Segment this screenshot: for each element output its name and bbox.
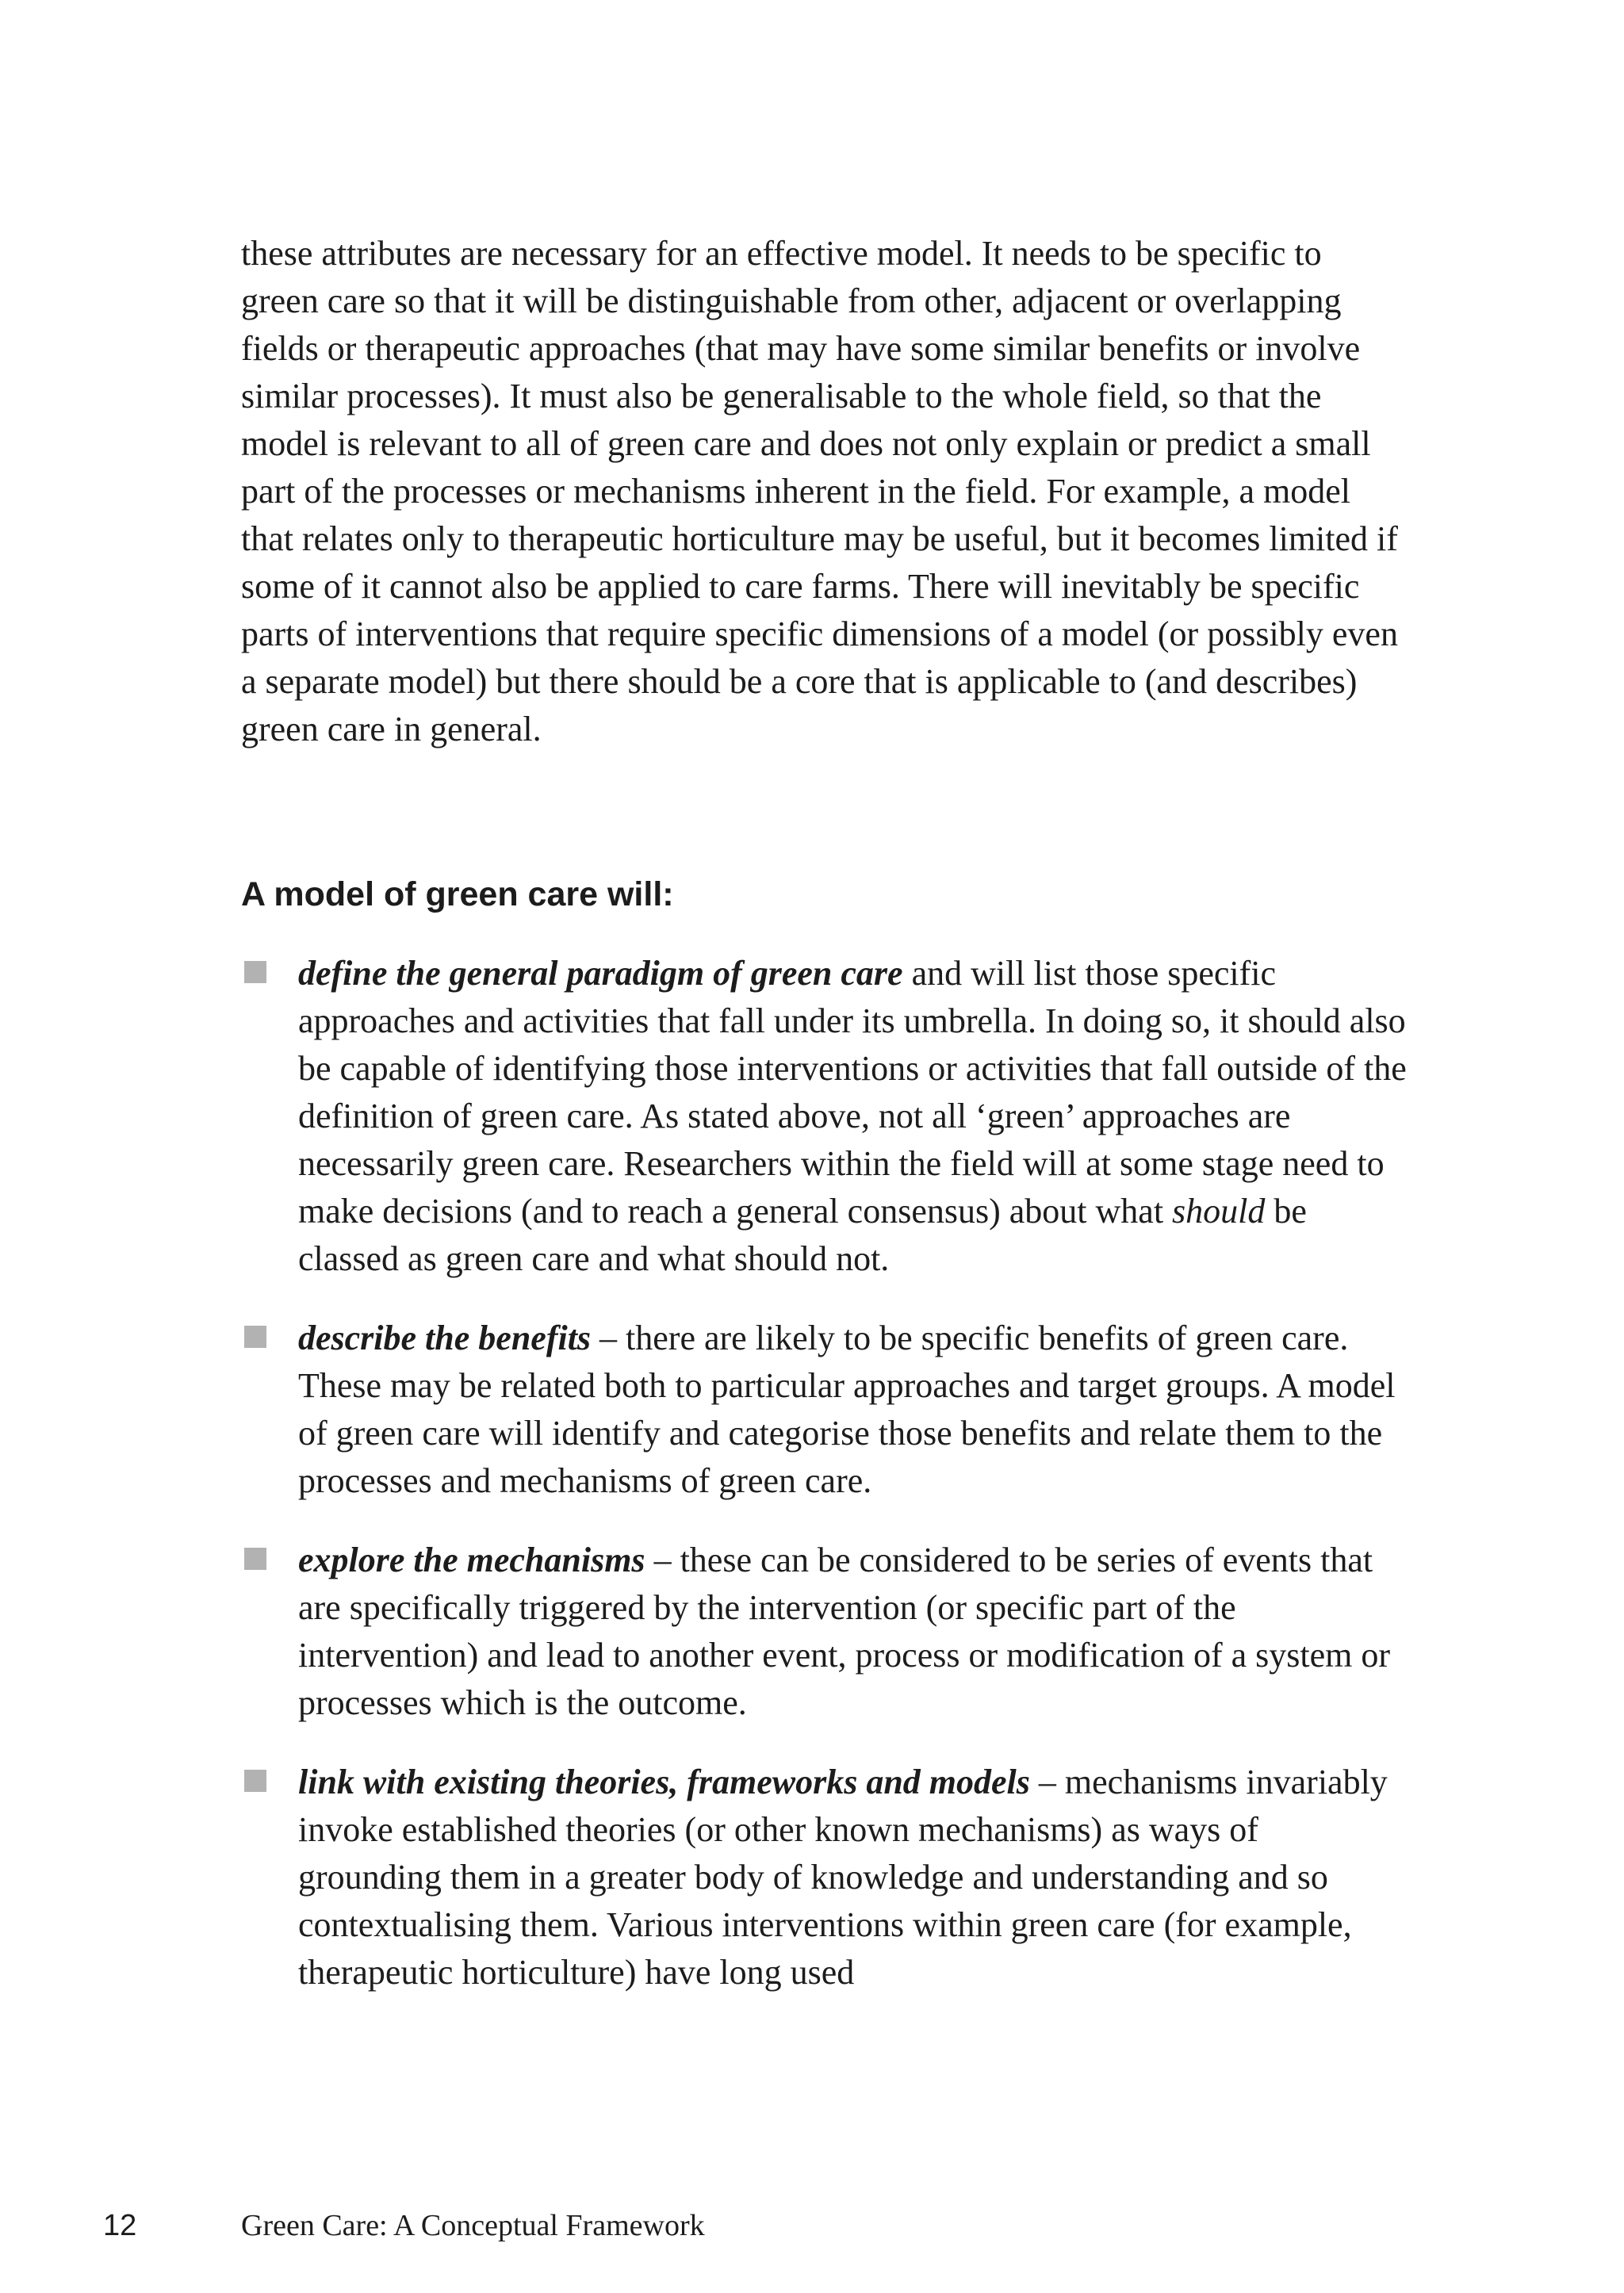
square-bullet-icon	[244, 1548, 266, 1570]
bullet-lead: link with existing theories, frameworks and models	[298, 1763, 1030, 1801]
square-bullet-icon	[244, 1770, 266, 1792]
bullet-emphasis: should	[1172, 1192, 1266, 1231]
intro-paragraph: these attributes are necessary for an effective model. It needs to be specific to green care so that it will be distinguishable from other, adjacent or overlapping fields or therapeutic approaches (that may have some similar benefits or involve similar processes). It must also be generalisable to the whole field, so that the model is relevant to all of green care and does not only explain or predict a small part of the processes or mechanisms inherent in the field. For example, a model that relates only to therapeutic horticulture may be useful, but it becomes limited if some of it cannot also be applied to care farms. There will inevitably be specific parts of interventions that require specific dimensions of a model (or possibly even a separate model) but there should be a core that is applicable to (and describes) green care in general.	[241, 234, 1398, 748]
bullet-list	[241, 950, 1407, 2028]
page-body	[241, 230, 1407, 753]
list-item-link-theories	[241, 1759, 1407, 1996]
bullet-text: and will list those specific approaches and activities that fall under its umbrella. In doing so, it should also be capable of identifying those interventions or activities that fall outside of the definition of green care. As stated above, not all ‘green’ approaches are necessarily green care. Researchers within the field will at some stage need to make decisions (and to reach a general consensus) about what	[298, 954, 1407, 1231]
bullet-lead: describe the benefits	[298, 1319, 592, 1357]
square-bullet-icon	[244, 1326, 266, 1348]
list-item-describe-benefits	[241, 1315, 1407, 1505]
page-number: 12	[103, 2209, 137, 2242]
list-item-explore-mechanisms	[241, 1537, 1407, 1727]
list-item-define-paradigm	[241, 950, 1407, 1283]
running-footer-title: Green Care: A Conceptual Framework	[241, 2209, 705, 2242]
bullet-lead: explore the mechanisms	[298, 1541, 645, 1579]
bullet-text: – these can be considered to be series of events that are specifically triggered by the intervention (or specific part of the intervention) and lead to another event, process or modification of a system or processes which is the outcome.	[298, 1541, 1391, 1722]
section-heading: A model of green care will:	[241, 875, 674, 913]
square-bullet-icon	[244, 961, 266, 983]
bullet-text: – there are likely to be specific benefits of green care. These may be related both to particular approaches and target groups. A model of green care will identify and categorise those benefits and relate them to the processes and mechanisms of green care.	[298, 1319, 1396, 1500]
bullet-text: be classed as green care and what should not.	[298, 1192, 1307, 1278]
bullet-text: – mechanisms invariably invoke established theories (or other known mechanisms) as ways of grounding them in a greater body of knowledge and understanding and so contextualising them. Various interventions within green care (for example, therapeutic horticulture) have long used	[298, 1763, 1388, 1992]
bullet-lead: define the general paradigm of green care	[298, 954, 903, 993]
